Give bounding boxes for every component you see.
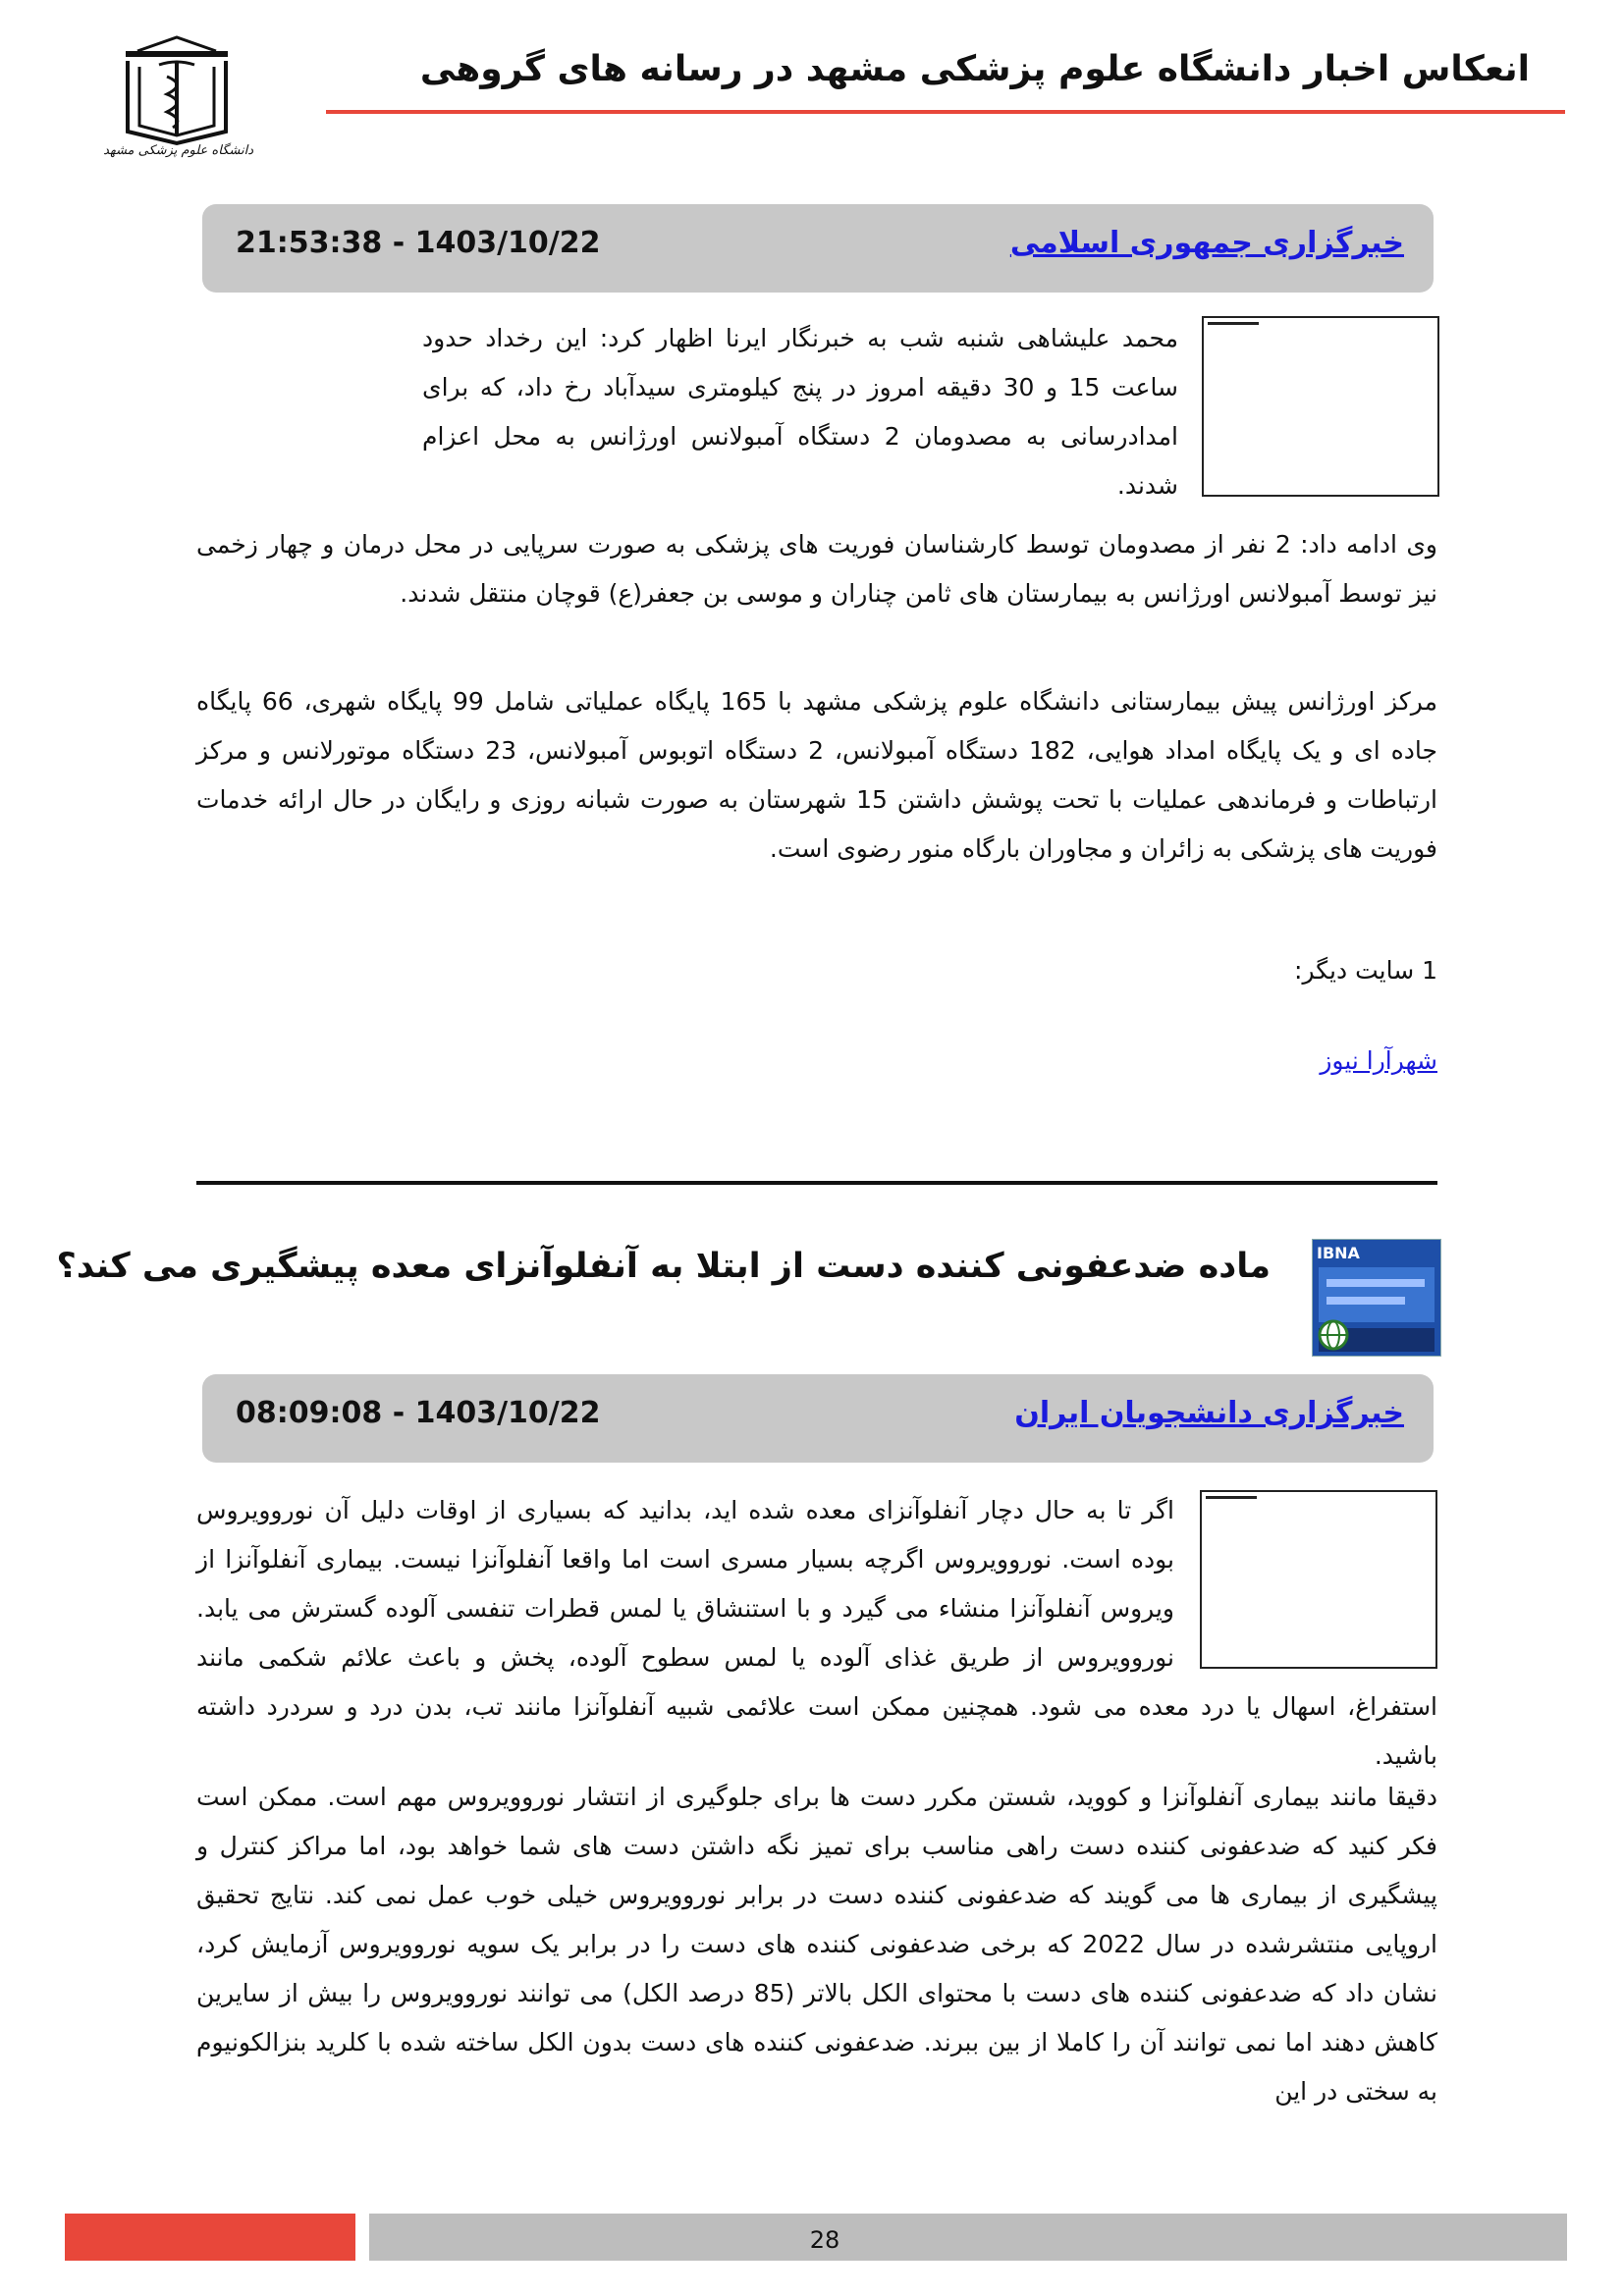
article-paragraph: اگر تا به حال دچار آنفلوآنزای معده شده اید، بدانید که بسیاری از اوقات دلیل آن نوروویروس بوده است. نوروویروس اگرچه بسیار مسری است اما واقعا آنفلوآنزا نیست. بیماری آنفلوآنزا از ویروس آنفلوآنزا منشاء می گیرد و با استنشاق یا لمس قطرات تنفسی آلوده گسترش می یابد. نوروویروس از طریق غذای آلوده یا لمس سطوح آلوده، پخش و باعث علائم شکمی مانند استفراغ، اسهال یا درد معده می شود. همچنین ممکن است علائمی شبیه آنفلوآنزا مانند تب، بدن درد و سردرد داشته باشید.	[196, 1496, 1437, 1770]
university-logo-icon	[98, 33, 255, 171]
article-paragraph: محمد علیشاهی شنبه شب به خبرنگار ایرنا اظهار کرد: این رخداد حدود ساعت 15 و 30 دقیقه امروز در پنج کیلومتری سیدآباد رخ داد، که برای امدادرسانی به مصدومان 2 دستگاه آمبولانس اورژانس به محل اعزام شدند.	[422, 324, 1179, 500]
article-paragraph: مرکز اورژانس پیش بیمارستانی دانشگاه علوم پزشکی مشهد با 165 پایگاه عملیاتی شامل 99 پایگاه شهری، 66 پایگاه جاده ای و یک پایگاه امداد هوایی، 182 دستگاه آمبولانس، 2 دستگاه اتوبوس آمبولانس، 23 دستگاه موتورلانس و مرکز ارتباطات و فرماندهی عملیات با تحت پوشش داشتن 15 شهرستان به صورت شبانه روزی و رایگان در حال ارائه خدمات فوریت های پزشکی به زائران و مجاوران بارگاه منور رضوی است.	[196, 687, 1437, 863]
footer-accent-bar	[65, 2214, 355, 2261]
article-image-placeholder	[1202, 316, 1439, 497]
other-site-link[interactable]: شهرآرا نیوز	[1320, 1046, 1437, 1075]
article-body-wrap	[196, 1486, 1437, 1781]
source-bar	[202, 1374, 1434, 1463]
article-image-placeholder	[1200, 1490, 1437, 1669]
logo-caption: دانشگاه علوم پزشکی مشهد	[103, 143, 253, 158]
article-separator	[196, 1181, 1437, 1185]
other-site-link-wrap	[884, 1037, 1437, 1086]
news-agency-logo	[1312, 1239, 1441, 1357]
globe-icon	[1317, 1318, 1350, 1356]
news-logo-text: IBNA	[1317, 1244, 1360, 1262]
page-number: 28	[809, 2226, 840, 2254]
publish-datetime: 1403/10/22 - 08:09:08	[236, 1396, 601, 1430]
document-title: انعکاس اخبار دانشگاه علوم پزشکی مشهد در رسانه های گروهی	[419, 49, 1530, 89]
source-link[interactable]: خبرگزاری دانشجویان ایران	[1014, 1396, 1404, 1430]
article-paragraph: دقیقا مانند بیماری آنفلوآنزا و کووید، شستن مکرر دست ها برای جلوگیری از انتشار نوروویروس مهم است. ممکن است فکر کنید که ضدعفونی کننده دست راهی مناسب برای تمیز نگه داشتن دست های شما خواهد بود، اما مراکز کنترل و پیشگیری از بیماری ها می گویند که ضدعفونی کننده دست در برابر نوروویروس خیلی خوب عمل نمی کند. نتایج تحقیق اروپایی منتشرشده در سال 2022 که برخی ضدعفونی کننده های دست را در برابر یک سویه نوروویروس آزمایش کرد، نشان داد که ضدعفونی کننده های دست با محتوای الکل بالاتر (85 درصد الکل) می توانند نوروویروس را بیش از سایرین کاهش دهند اما نمی توانند آن را کاملا از بین ببرند. ضدعفونی کننده های دست بدون الکل ساخته شده با کلرید بنزالکونیوم به سختی در این	[196, 1783, 1437, 2106]
other-sites-label: 1 سایت دیگر:	[1294, 956, 1437, 985]
source-bar	[202, 204, 1434, 293]
footer-bar	[369, 2214, 1567, 2261]
article-paragraph: وی ادامه داد: 2 نفر از مصدومان توسط کارشناسان فوریت های پزشکی به صورت سرپایی در محل درمان و چهار زخمی نیز توسط آمبولانس اورژانس به بیمارستان های ثامن چناران و موسی بن جعفر(ع) قوچان منتقل شدند.	[196, 530, 1437, 608]
publish-datetime: 1403/10/22 - 21:53:38	[236, 226, 601, 260]
header-rule	[326, 110, 1565, 114]
source-link[interactable]: خبرگزاری جمهوری اسلامی	[1009, 226, 1404, 260]
article-headline[interactable]: ماده ضدعفونی کننده دست از ابتلا به آنفلوآنزای معده پیشگیری می کند؟	[56, 1247, 1271, 1286]
